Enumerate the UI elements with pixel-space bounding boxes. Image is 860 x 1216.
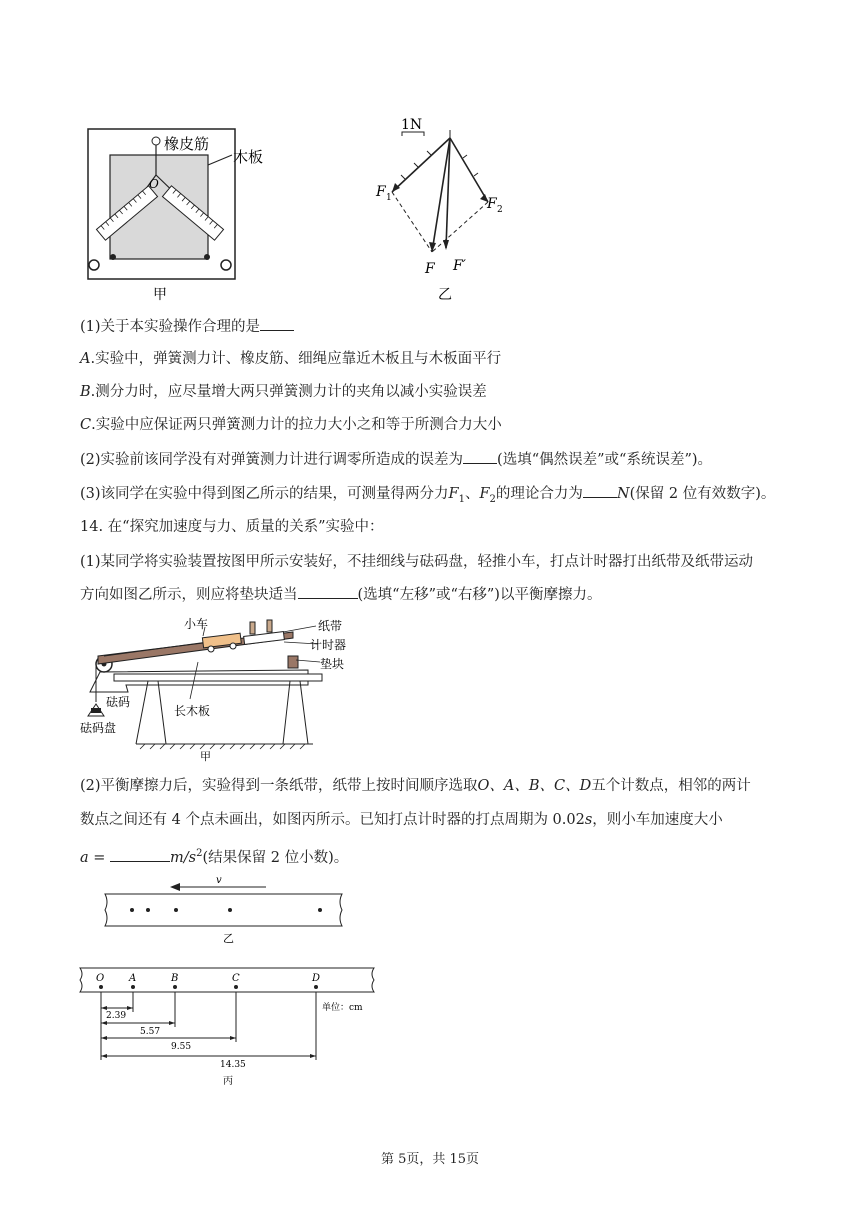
label-tape: 纸带 <box>318 619 343 633</box>
point-b: B <box>171 973 179 984</box>
label-rubber-band: 橡皮筋 <box>164 135 210 153</box>
q14-part1-line2 <box>80 584 601 605</box>
var-f2: F <box>479 486 490 502</box>
answer-blank-2[interactable] <box>463 449 497 464</box>
q14-part2-line3 <box>80 844 348 868</box>
label-f: F <box>425 261 435 277</box>
figure-tape-direction <box>100 874 350 946</box>
q14-part2-text-b: 五个计数点，相邻的两计 <box>591 778 751 794</box>
equals: = <box>88 849 111 866</box>
q14-part2-tail: (结果保留 2 位小数)。 <box>202 849 349 866</box>
figure-apparatus <box>78 612 368 764</box>
q13-part1 <box>80 316 294 337</box>
q13-part2-tail: (选填“偶然误差”或“系统误差”)。 <box>497 452 713 468</box>
q13-part2-text: (2)实验前该同学没有对弹簧测力计进行调零所造成的误差为 <box>80 452 464 468</box>
var-a: a <box>80 849 89 866</box>
q14-part2-text-d: ，则小车加速度大小 <box>592 812 723 828</box>
var-f1-sub: 1 <box>458 493 465 505</box>
dist-oa: 2.39 <box>106 1011 127 1021</box>
q14-part2-line1 <box>80 776 751 796</box>
label-point-o: O <box>149 177 159 191</box>
q13-part2 <box>80 449 712 470</box>
label-pad: 垫块 <box>320 657 345 671</box>
q14-part2-line2 <box>80 810 723 830</box>
label-f2: F <box>487 196 497 212</box>
point-o: O <box>96 973 105 984</box>
answer-blank-1[interactable] <box>260 316 294 331</box>
label-f-prime: F′ <box>453 258 466 274</box>
q13-part3-mid: 的理论合力为 <box>495 486 583 502</box>
sep: 、 <box>464 486 480 502</box>
figure-force-diagram <box>370 110 520 305</box>
caption-tape-yi: 乙 <box>223 932 234 945</box>
q14-title: 14. 在“探究加速度与力、质量的关系”实验中： <box>80 519 384 535</box>
label-pan: 砝码盘 <box>80 721 117 735</box>
label-wood-board: 木板 <box>233 148 264 166</box>
figure-force-board <box>80 125 264 305</box>
label-car: 小车 <box>184 617 209 631</box>
q13-part3 <box>80 483 775 510</box>
point-c: C <box>232 973 240 984</box>
unit-s: s <box>584 812 593 828</box>
dist-od: 14.35 <box>220 1060 246 1070</box>
option-a-text: .实验中，弹簧测力计、橡皮筋、细绳应靠近木板且与木板面平行 <box>90 351 502 367</box>
var-f1: F <box>448 486 459 502</box>
q13-part3-tail: (保留 2 位有效数字)。 <box>629 486 776 502</box>
q13-option-a <box>80 349 501 369</box>
q13-part3-text: (3)该同学在实验中得到图乙所示的结果，可测量得两分力 <box>80 486 449 502</box>
q14-part1-text: 方向如图乙所示，则应将垫块适当 <box>80 587 298 603</box>
label-f1-sub: 1 <box>386 193 392 203</box>
q13-option-b <box>80 382 487 402</box>
label-scale-1n: 1N <box>401 117 423 133</box>
label-f2-sub: 2 <box>497 205 503 215</box>
option-b-text: .测分力时，应尽量增大两只弹簧测力计的夹角以减小实验误差 <box>90 384 487 400</box>
answer-blank-5[interactable] <box>110 847 170 862</box>
q14-part2-text: (2)平衡摩擦力后，实验得到一条纸带，纸带上按时间顺序选取 <box>80 778 478 794</box>
label-timer: 计时器 <box>310 638 347 652</box>
label-long-board: 长木板 <box>174 704 211 718</box>
dist-ob: 5.57 <box>140 1027 161 1037</box>
caption-jia: 甲 <box>153 287 167 303</box>
option-c-text: .实验中应保证两只弹簧测力计的拉力大小之和等于所测合力大小 <box>91 417 502 433</box>
figure-tape-measure <box>78 964 378 1089</box>
caption-yi: 乙 <box>438 287 452 303</box>
q14-part2-text-c: 数点之间还有 4 个点未画出，如图丙所示。已知打点计时器的打点周期为 0.02 <box>80 812 585 828</box>
option-b-letter: B <box>80 384 91 400</box>
point-d: D <box>312 973 321 984</box>
answer-blank-4[interactable] <box>298 584 358 599</box>
q14-part1-line1: (1)某同学将实验装置按图甲所示安装好，不挂细线与砝码盘，轻推小车，打点计时器打出纸带及纸带运动 <box>80 554 754 570</box>
option-a-letter: A <box>80 351 91 367</box>
unit-ms2: m/s <box>170 849 197 866</box>
option-c-letter: C <box>80 417 92 433</box>
answer-blank-3[interactable] <box>583 483 617 498</box>
point-a: A <box>129 973 137 984</box>
unit-n: N <box>616 486 630 502</box>
caption-apparatus: 甲 <box>200 750 211 763</box>
points-list: O、A、B、C、D <box>477 778 592 794</box>
q13-option-c <box>80 415 502 435</box>
unit-cm: 单位：cm <box>322 1003 363 1013</box>
page-footer: 第 5页，共 15页 <box>380 1152 480 1167</box>
label-f1: F <box>376 184 386 200</box>
caption-tape-bing: 丙 <box>223 1076 233 1087</box>
label-weight: 砝码 <box>106 695 131 709</box>
q13-part1-text: (1)关于本实验操作合理的是 <box>80 319 261 335</box>
q14-part1-tail: (选填“左移”或“右移”)以平衡摩擦力。 <box>357 587 602 603</box>
var-f2-sub: 2 <box>489 493 496 505</box>
label-velocity: v <box>216 875 222 886</box>
dist-oc: 9.55 <box>171 1042 192 1052</box>
unit-sup: 2 <box>196 848 203 859</box>
